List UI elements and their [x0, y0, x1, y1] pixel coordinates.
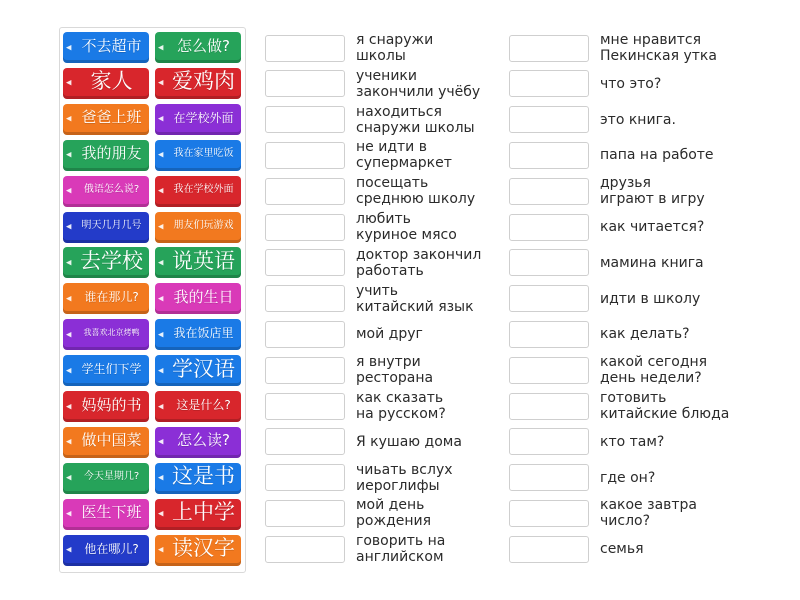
drop-box-left[interactable] [265, 249, 345, 276]
speaker-icon[interactable]: ◀ [66, 402, 72, 410]
speaker-icon[interactable]: ◀ [66, 222, 72, 231]
drop-box-left[interactable] [265, 285, 345, 312]
prompt-label-left: я внутри ресторана [356, 354, 434, 387]
drop-box-right[interactable] [509, 106, 589, 133]
prompt-label-left: Я кушаю дома [356, 433, 462, 450]
speaker-icon[interactable]: ◀ [66, 437, 72, 446]
answer-tile[interactable] [63, 463, 149, 494]
answer-tile[interactable] [155, 32, 241, 63]
tile-text: 学汉语 [172, 356, 235, 381]
prompt-label-left: посещать среднюю школу [356, 175, 476, 208]
tile-text: 家人 [90, 69, 133, 94]
tile-text: 俄语怎么说? [83, 183, 140, 195]
tile-text: 我的生日 [173, 287, 234, 306]
answer-tile[interactable] [63, 140, 149, 171]
answer-tile[interactable] [155, 427, 241, 458]
drop-box-right[interactable] [509, 214, 589, 241]
drop-box-left[interactable] [265, 321, 345, 348]
prompt-label-left: не идти в супермаркет [356, 139, 452, 172]
speaker-icon[interactable]: ◀ [158, 78, 164, 87]
answer-tile[interactable] [63, 247, 149, 278]
speaker-icon[interactable]: ◀ [158, 294, 164, 303]
drop-box-right[interactable] [509, 285, 589, 312]
answer-tile[interactable] [155, 319, 241, 350]
speaker-icon[interactable]: ◀ [66, 473, 72, 482]
drop-box-right[interactable] [509, 70, 589, 97]
speaker-icon[interactable]: ◀ [66, 330, 72, 339]
answer-tile[interactable] [155, 140, 241, 171]
drop-box-right[interactable] [509, 428, 589, 455]
drop-box-right[interactable] [509, 35, 589, 62]
speaker-icon[interactable]: ◀ [158, 43, 164, 51]
tile-text: 在学校外面 [173, 110, 234, 125]
answer-tile[interactable] [155, 391, 241, 422]
drop-box-left[interactable] [265, 357, 345, 384]
tile-text: 这是书 [172, 464, 235, 489]
drop-box-left[interactable] [265, 178, 345, 205]
prompt-label-right: как делать? [600, 326, 690, 343]
answer-tile[interactable] [63, 32, 149, 63]
answer-tile[interactable] [63, 391, 149, 422]
speaker-icon[interactable]: ◀ [66, 43, 72, 51]
answer-tile[interactable] [155, 283, 241, 314]
answer-tile[interactable] [155, 68, 241, 99]
tile-text: 他在哪儿? [84, 541, 139, 556]
drop-box-right[interactable] [509, 464, 589, 491]
tile-text: 怎么读? [177, 431, 230, 450]
prompt-label-right: где он? [600, 469, 656, 486]
tile-text: 谁在那儿? [84, 290, 139, 305]
tile-text: 做中国菜 [81, 431, 142, 450]
drop-box-right[interactable] [509, 249, 589, 276]
tile-text: 这是什么? [176, 398, 231, 412]
drop-box-left[interactable] [265, 142, 345, 169]
speaker-icon[interactable]: ◀ [66, 294, 72, 303]
prompt-label-right: какой сегодня день недели? [600, 354, 708, 387]
prompt-label-right: это книга. [600, 111, 676, 128]
prompt-label-right: как читается? [600, 219, 705, 235]
answer-tile[interactable] [63, 355, 149, 386]
prompt-label-left: доктор закончил работать [356, 246, 482, 279]
prompt-label-right: готовить китайские блюда [600, 390, 730, 422]
speaker-icon[interactable]: ◀ [158, 473, 164, 482]
tile-text: 医生下班 [81, 503, 142, 522]
speaker-icon[interactable]: ◀ [158, 330, 164, 339]
answer-tile[interactable] [155, 355, 241, 386]
speaker-icon[interactable]: ◀ [66, 186, 72, 195]
answer-tile[interactable] [155, 176, 241, 207]
prompt-label-right: семья [600, 541, 644, 558]
speaker-icon[interactable]: ◀ [158, 258, 164, 267]
prompt-label-left: говорить на английском [356, 533, 446, 566]
tile-text: 妈妈的书 [81, 395, 142, 414]
answer-tile[interactable] [155, 212, 241, 243]
drop-box-right[interactable] [509, 142, 589, 169]
answer-tile[interactable] [155, 535, 241, 566]
tile-text: 爸爸上班 [81, 108, 142, 127]
drop-box-left[interactable] [265, 536, 345, 563]
prompt-label-right: кто там? [600, 433, 665, 450]
answer-tile[interactable] [155, 499, 241, 530]
speaker-icon[interactable]: ◀ [158, 366, 164, 375]
answer-tile[interactable] [155, 104, 241, 135]
prompt-label-right: папа на работе [600, 147, 714, 164]
prompt-label-right: мамина книга [600, 254, 704, 271]
drop-box-left[interactable] [265, 428, 345, 455]
tile-text: 朋友们玩游戏 [173, 219, 234, 231]
tile-text: 学生们下学 [81, 362, 142, 377]
answer-tile[interactable] [63, 104, 149, 135]
speaker-icon[interactable]: ◀ [66, 114, 72, 123]
prompt-label-right: какое завтра число? [600, 497, 698, 530]
tile-text: 我的朋友 [81, 144, 142, 163]
speaker-icon[interactable]: ◀ [158, 545, 164, 554]
drop-box-left[interactable] [265, 35, 345, 62]
prompt-label-right: мне нравится Пекинская утка [600, 32, 717, 64]
tile-text: 不去超市 [81, 36, 142, 55]
prompt-label-left: любить куриное мясо [356, 211, 457, 243]
tile-text: 说英语 [172, 248, 235, 273]
drop-box-left[interactable] [265, 464, 345, 491]
prompt-label-left: находиться снаружи школы [356, 103, 475, 136]
speaker-icon[interactable]: ◀ [66, 78, 72, 87]
prompt-label-left: мой друг [356, 326, 423, 343]
tile-text: 我在饭店里 [173, 326, 234, 341]
drop-box-right[interactable] [509, 500, 589, 527]
answer-tile[interactable] [63, 283, 149, 314]
answer-tile[interactable] [63, 212, 149, 243]
prompt-label-right: что это? [600, 75, 662, 92]
speaker-icon[interactable]: ◀ [66, 258, 72, 267]
answer-tile[interactable] [63, 68, 149, 99]
drop-box-right[interactable] [509, 321, 589, 348]
answer-tile[interactable] [63, 535, 149, 566]
drop-box-left[interactable] [265, 393, 345, 420]
drop-box-right[interactable] [509, 178, 589, 205]
prompt-label-right: друзья играют в игру [600, 175, 705, 208]
drop-box-right[interactable] [509, 357, 589, 384]
answer-tile[interactable] [63, 319, 149, 350]
speaker-icon[interactable]: ◀ [158, 114, 164, 123]
tile-text: 我在家里吃饭 [173, 147, 234, 159]
speaker-icon[interactable]: ◀ [158, 186, 164, 195]
prompt-label-left: чиьать вслух иероглифы [356, 461, 453, 494]
answer-tile[interactable] [63, 499, 149, 530]
tile-text: 明天几月几号 [81, 219, 142, 231]
speaker-icon[interactable]: ◀ [158, 150, 164, 159]
tile-text: 我在学校外面 [173, 183, 234, 195]
tile-text: 今天星期几? [83, 470, 140, 482]
answer-tile[interactable] [155, 247, 241, 278]
drop-box-left[interactable] [265, 214, 345, 241]
prompt-label-left: я снаружи школы [356, 32, 434, 64]
drop-box-left[interactable] [265, 70, 345, 97]
drop-box-left[interactable] [265, 106, 345, 133]
drop-box-right[interactable] [509, 393, 589, 420]
speaker-icon[interactable]: ◀ [158, 222, 164, 231]
prompt-label-right: идти в школу [600, 290, 701, 307]
drop-box-right[interactable] [509, 536, 589, 563]
speaker-icon[interactable]: ◀ [158, 509, 164, 518]
prompt-label-left: ученики закончили учёбу [356, 67, 481, 100]
answer-tile[interactable] [155, 463, 241, 494]
answer-tile[interactable] [63, 427, 149, 458]
tile-text: 上中学 [172, 500, 235, 525]
tile-text: 怎么做? [177, 36, 230, 55]
tile-text: 爱鸡肉 [172, 69, 235, 94]
prompt-label-left: учить китайский язык [356, 282, 474, 315]
tile-text: 我喜欢北京烤鸭 [83, 328, 140, 338]
speaker-icon[interactable]: ◀ [66, 545, 72, 554]
speaker-icon[interactable]: ◀ [66, 366, 72, 375]
tile-text: 去学校 [80, 248, 143, 273]
drop-box-left[interactable] [265, 500, 345, 527]
prompt-label-left: мой день рождения [356, 497, 432, 530]
speaker-icon[interactable]: ◀ [66, 509, 72, 518]
prompt-label-left: как сказать на русском? [356, 390, 446, 422]
speaker-icon[interactable]: ◀ [158, 437, 164, 446]
tile-text: 读汉字 [172, 536, 235, 561]
speaker-icon[interactable]: ◀ [66, 150, 72, 159]
answer-tile[interactable] [63, 176, 149, 207]
speaker-icon[interactable]: ◀ [158, 402, 164, 410]
